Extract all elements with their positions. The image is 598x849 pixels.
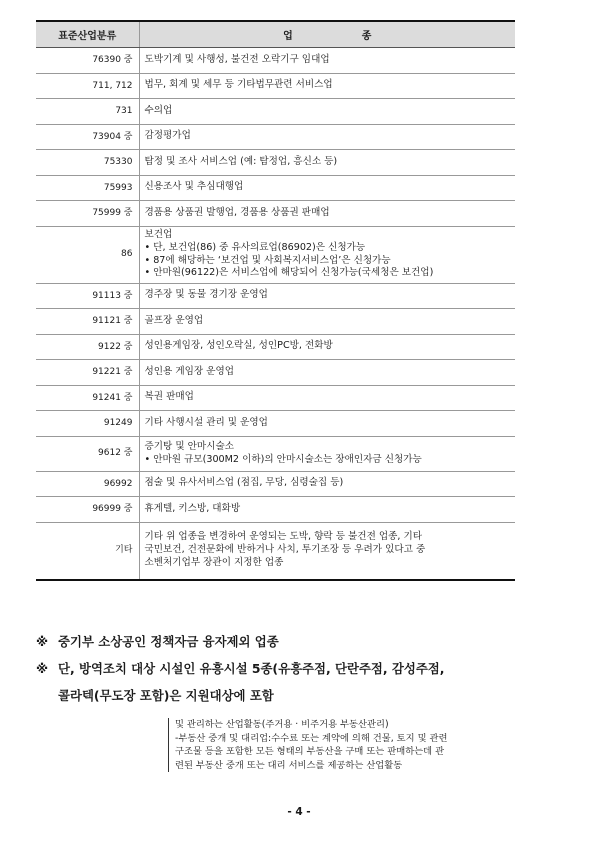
- desc-bullet: • 87에 해당하는 ‘보건업 및 사회복지서비스업’은 신청가능: [144, 254, 391, 266]
- note-exception: [36, 655, 556, 682]
- table-row: [36, 471, 515, 497]
- desc-line: 감정평가업: [144, 130, 191, 142]
- page-number: - 4 -: [287, 806, 311, 818]
- desc-line: 경품용 상품권 발행업, 경품용 상품권 판매업: [144, 206, 330, 218]
- table-row: [36, 360, 515, 386]
- row-desc: [139, 48, 515, 74]
- desc-bullet: • 안마원 규모(300M2 이하)의 안마시술소는 장애인자금 신청가능: [144, 453, 422, 465]
- desc-line: 탐정 및 조사 서비스업 (예: 탐정업, 흥신소 등): [144, 155, 338, 167]
- row-code: 76390 중: [36, 48, 139, 74]
- row-desc: [139, 283, 515, 309]
- table-row: [36, 522, 515, 580]
- header-business-a: 업: [283, 31, 293, 42]
- row-code: 73904 중: [36, 124, 139, 150]
- row-desc: [139, 201, 515, 227]
- row-code: 91249: [36, 411, 139, 437]
- desc-bullet: • 안마원(96122)은 서비스업에 해당되어 신청가능(국세청은 보건업): [144, 267, 434, 279]
- table-row: [36, 48, 515, 74]
- table-header-row: [36, 21, 515, 48]
- desc-line: 보건업: [144, 228, 173, 240]
- row-desc: [139, 411, 515, 437]
- desc-line: 점술 및 유사서비스업 (점집, 무당, 심령술집 등): [144, 477, 344, 489]
- desc-line: 도박기계 및 사행성, 불건전 오락기구 임대업: [144, 53, 330, 65]
- row-desc: [139, 360, 515, 386]
- desc-line: 성인용게임장, 성인오락실, 성인PC방, 전화방: [144, 340, 333, 352]
- desc-line: 증기탕 및 안마시술소: [144, 440, 235, 452]
- notes-section: [36, 628, 556, 709]
- table-row: [36, 226, 515, 283]
- table-row: [36, 283, 515, 309]
- row-desc: [139, 124, 515, 150]
- row-desc: [139, 334, 515, 360]
- table-row: [36, 436, 515, 471]
- table-row: [36, 150, 515, 176]
- desc-line: 휴게텔, 키스방, 대화방: [144, 502, 241, 514]
- row-desc: [139, 226, 515, 283]
- exclusion-industry-table: [36, 20, 515, 581]
- row-desc: [139, 436, 515, 471]
- row-code: 75993: [36, 175, 139, 201]
- desc-line: 법무, 회계 및 세무 등 기타법무관련 서비스업: [144, 79, 333, 91]
- row-code: 91241 중: [36, 385, 139, 411]
- table-row: [36, 334, 515, 360]
- table-row: [36, 385, 515, 411]
- desc-line: 신용조사 및 추심대행업: [144, 181, 244, 193]
- row-code: 96992: [36, 471, 139, 497]
- footnote-box: [168, 718, 555, 772]
- table-row: [36, 175, 515, 201]
- row-desc: [139, 471, 515, 497]
- desc-line: 수의업: [144, 104, 173, 116]
- desc-line: 국민보건, 건전문화에 반하거나 사치, 투기조장 등 우려가 있다고 중: [144, 544, 426, 556]
- row-code: 96999 중: [36, 497, 139, 523]
- row-code: 91221 중: [36, 360, 139, 386]
- row-desc: [139, 150, 515, 176]
- row-desc: [139, 385, 515, 411]
- table-row: [36, 201, 515, 227]
- reference-mark-icon: ※: [36, 661, 49, 676]
- row-code: 711, 712: [36, 73, 139, 99]
- note-exclusion-text: 중기부 소상공인 정책자금 융자제외 업종: [58, 634, 279, 649]
- row-code: 731: [36, 99, 139, 125]
- footnote-line: 구조물 등을 포함한 모든 형태의 부동산을 구매 또는 판매하는데 관: [175, 746, 445, 758]
- header-code: 표준산업분류: [36, 21, 139, 48]
- row-code: 91121 중: [36, 309, 139, 335]
- row-desc: [139, 497, 515, 523]
- row-desc: [139, 522, 515, 580]
- row-code: 86: [36, 226, 139, 283]
- desc-line: 기타 사행시설 관리 및 운영업: [144, 416, 268, 428]
- note-exception-text-1: 단, 방역조치 대상 시설인 유흥시설 5종(유흥주점, 단란주점, 감성주점,: [58, 661, 445, 676]
- header-business-type: [139, 21, 515, 48]
- desc-line: 골프장 운영업: [144, 314, 204, 326]
- desc-bullet: • 단, 보건업(86) 중 유사의료업(86902)은 신청가능: [144, 241, 366, 253]
- table-row: [36, 497, 515, 523]
- row-desc: [139, 175, 515, 201]
- header-business-b: 종: [361, 31, 372, 42]
- row-code: 9612 중: [36, 436, 139, 471]
- footnote-line: 및 관리하는 산업활동(주거용 · 비주거용 부동산관리): [175, 719, 389, 730]
- table-row: [36, 99, 515, 125]
- row-desc: [139, 73, 515, 99]
- row-code: 75999 중: [36, 201, 139, 227]
- row-desc: [139, 309, 515, 335]
- note-exception-text-2: 콜라텍(무도장 포함)은 지원대상에 포함: [58, 688, 274, 703]
- desc-line: 성인용 게임장 운영업: [144, 365, 235, 377]
- table-row: [36, 124, 515, 150]
- desc-line: 기타 위 업종을 변경하여 운영되는 도박, 향락 등 불건전 업종, 기타: [144, 531, 423, 543]
- footnote-line: 련된 부동산 중개 또는 대리 서비스를 제공하는 산업활동: [175, 759, 403, 771]
- footnote-line: -부동산 중개 및 대리업:수수료 또는 계약에 의해 건물, 토지 및 관련: [175, 732, 448, 744]
- table-row: [36, 73, 515, 99]
- note-exclusion: [36, 628, 556, 655]
- desc-line: 복권 판매업: [144, 391, 194, 403]
- row-code: 9122 중: [36, 334, 139, 360]
- desc-line: 경주장 및 동물 경기장 운영업: [144, 289, 268, 301]
- table-row: [36, 309, 515, 335]
- table-row: [36, 411, 515, 437]
- row-code: 기타: [36, 522, 139, 580]
- row-code: 91113 중: [36, 283, 139, 309]
- row-code: 75330: [36, 150, 139, 176]
- reference-mark-icon: ※: [36, 634, 49, 649]
- row-desc: [139, 99, 515, 125]
- desc-line: 소벤처기업부 장관이 지정한 업종: [144, 556, 284, 568]
